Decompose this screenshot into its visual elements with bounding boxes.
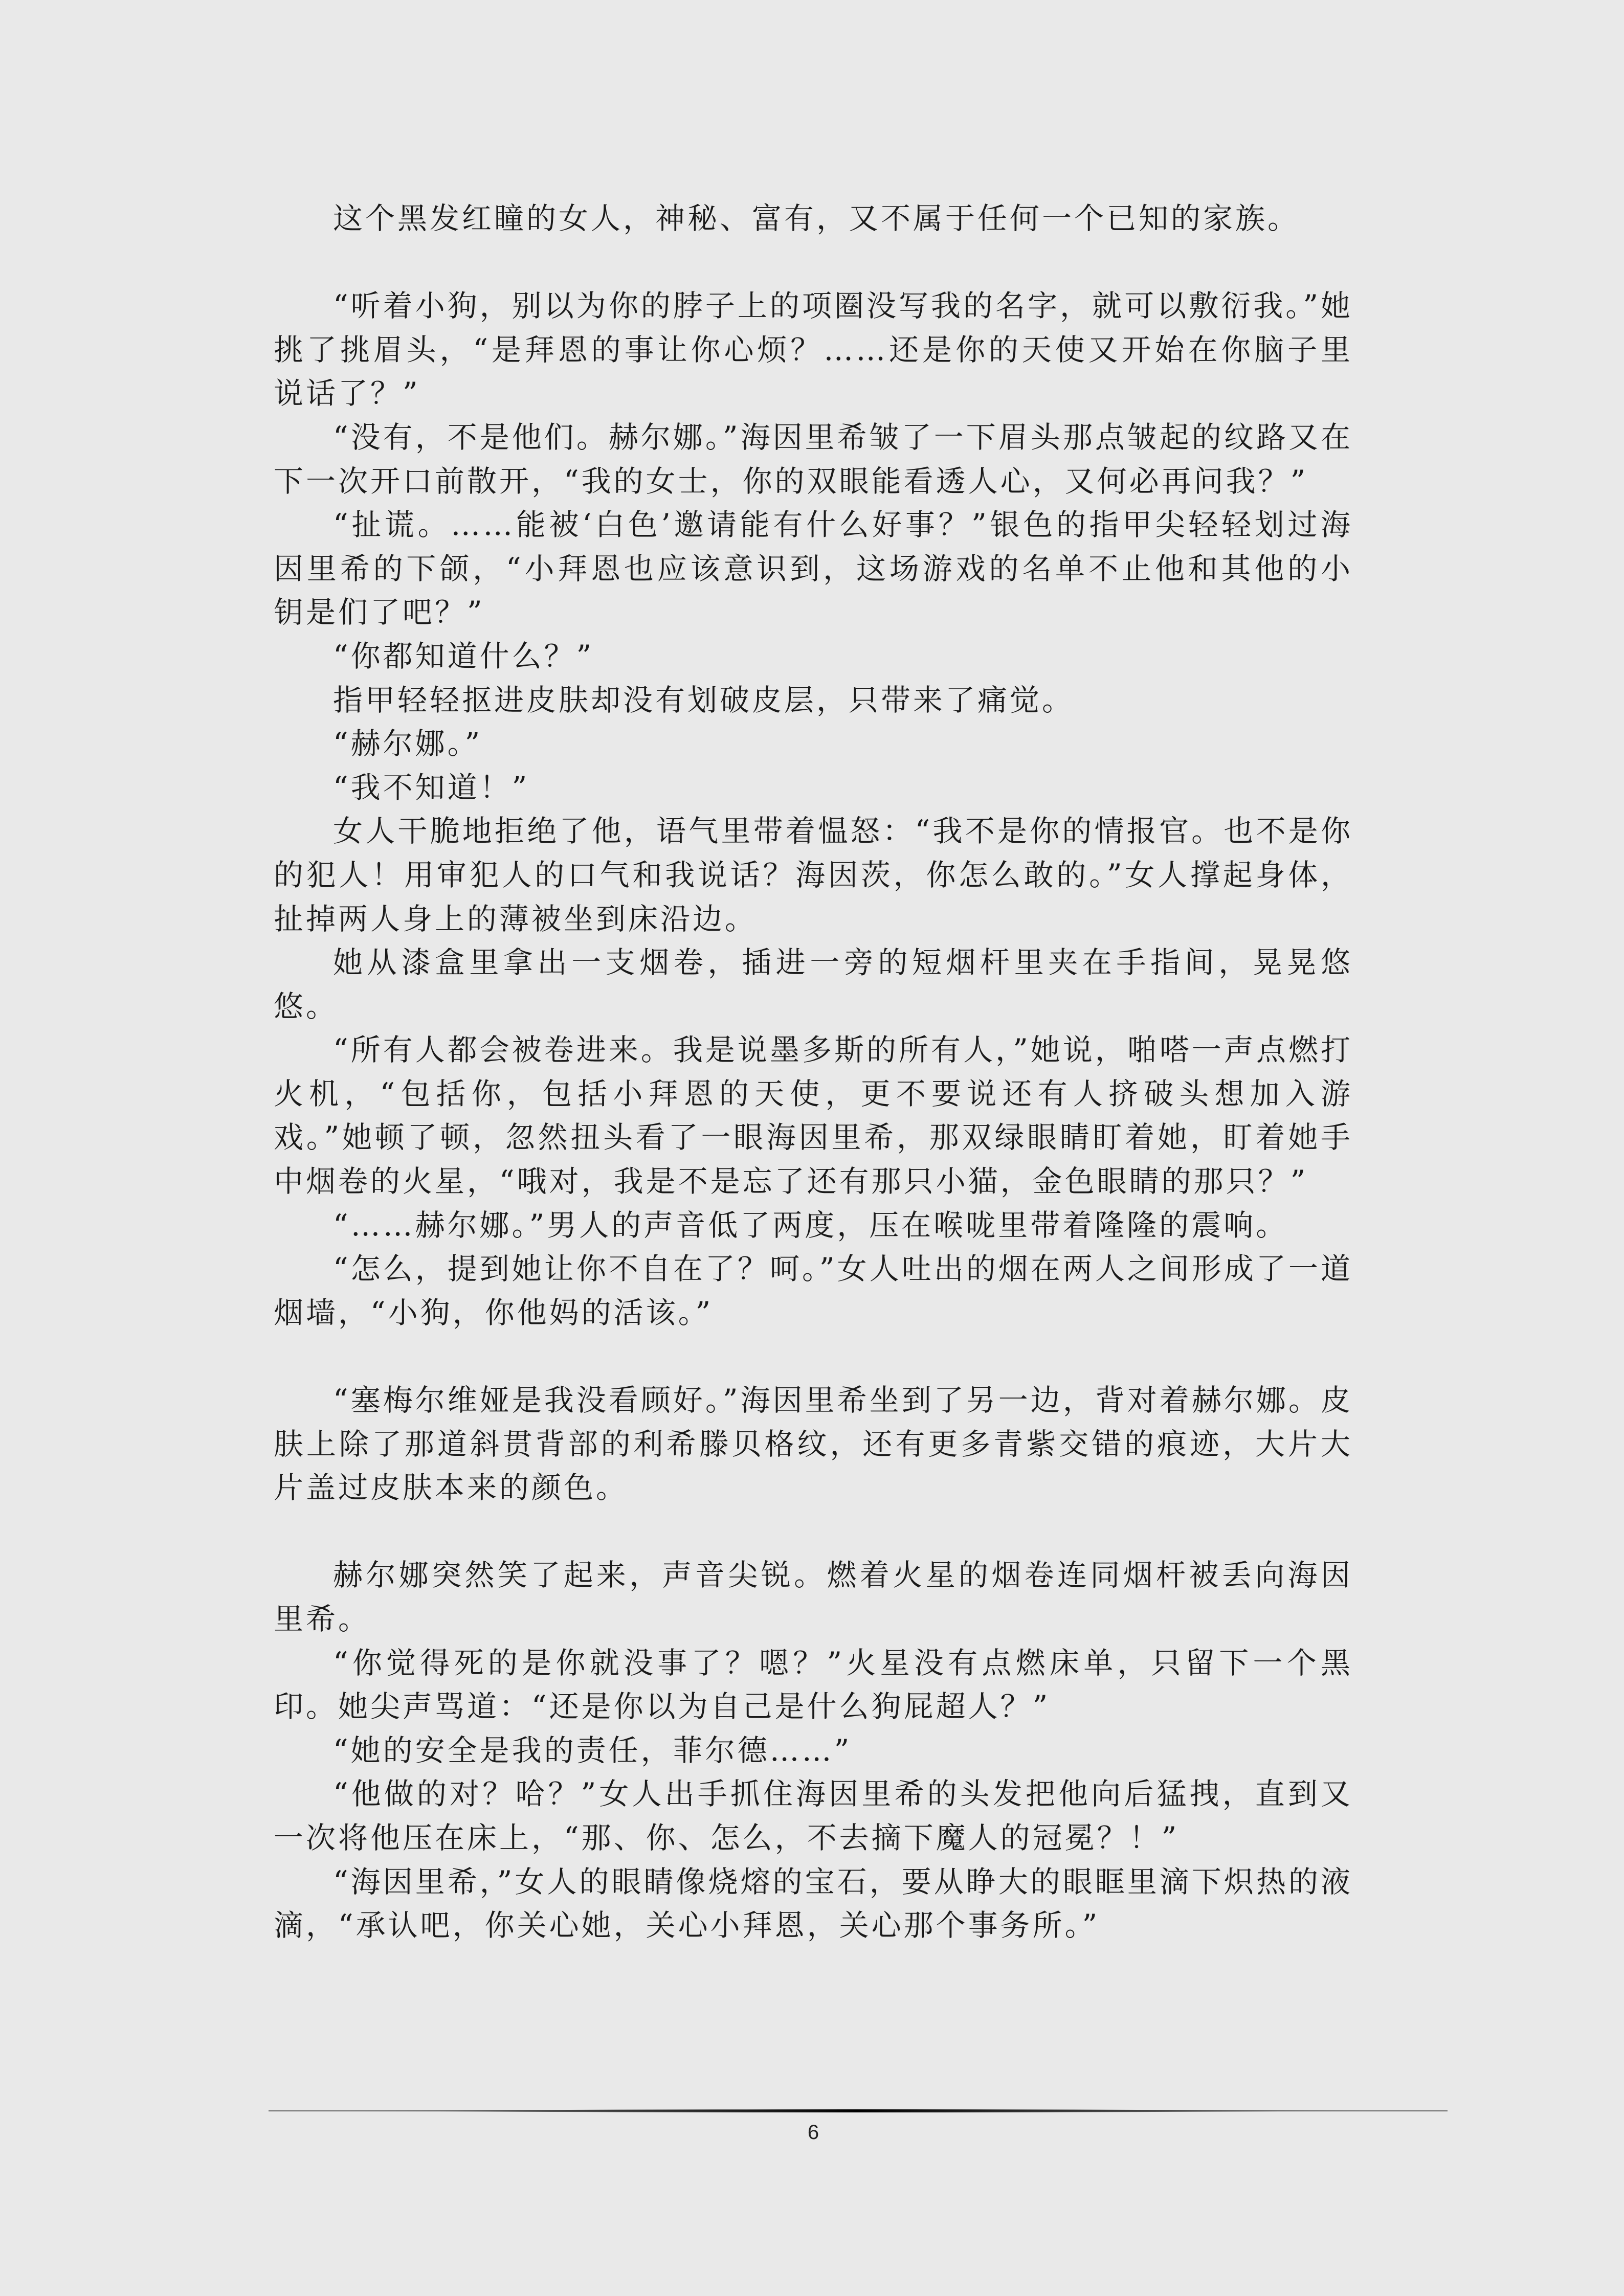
paragraph: 她从漆盒里拿出一支烟卷，插进一旁的短烟杆里夹在手指间，晃晃悠悠。 bbox=[274, 945, 1353, 1024]
paragraph: “塞梅尔维娅是我没看顾好。”海因里希坐到了另一边，背对着赫尔娜。皮肤上除了那道斜贯背部的利希滕贝格纹，还有更多青紫交错的痕迹，大片大片盖过皮肤本来的颜色。 bbox=[274, 1383, 1353, 1505]
blank-line bbox=[274, 241, 1353, 285]
paragraph: 指甲轻轻抠进皮肤却没有划破皮层，只带来了痛觉。 bbox=[333, 682, 1075, 717]
paragraph: “扯谎。……能被‘白色’邀请能有什么好事？”银色的指甲尖轻轻划过海因里希的下颌，“小拜恩也应该意识到，这场游戏的名单不止他和其他的小钥是们了吧？” bbox=[274, 507, 1353, 630]
footer-divider bbox=[269, 2109, 1448, 2114]
paragraph: “你都知道什么？” bbox=[333, 638, 594, 673]
paragraph: “……赫尔娜。”男人的声音低了两度，压在喉咙里带着隆隆的震响。 bbox=[333, 1207, 1288, 1243]
paragraph: “赫尔娜。” bbox=[333, 726, 483, 761]
paragraph: “怎么，提到她让你不自在了？呵。”女人吐出的烟在两人之间形成了一道烟墙，“小狗，你他妈的活该。” bbox=[274, 1251, 1353, 1330]
paragraph: “没有，不是他们。赫尔娜。”海因里希皱了一下眉头那点皱起的纹路又在下一次开口前散开，“我的女士，你的双眼能看透人心，又何必再问我？” bbox=[274, 419, 1353, 499]
paragraph: 赫尔娜突然笑了起来，声音尖锐。燃着火星的烟卷连同烟杆被丢向海因里希。 bbox=[274, 1558, 1353, 1636]
paragraph: “我不知道！” bbox=[333, 770, 530, 805]
paragraph: 这个黑发红瞳的女人，神秘、富有，又不属于任何一个已知的家族。 bbox=[333, 201, 1300, 236]
paragraph: 女人干脆地拒绝了他，语气里带着愠怒：“我不是你的情报官。也不是你的犯人！用审犯人的口气和我说话？海因茨，你怎么敢的。”女人撑起身体，扯掉两人身上的薄被坐到床沿边。 bbox=[274, 814, 1353, 936]
paragraph: “他做的对？哈？”女人出手抓住海因里希的头发把他向后猛拽，直到又一次将他压在床上，“那、你、怎么，不去摘下魔人的冠冕？！” bbox=[274, 1776, 1353, 1855]
page-number: 6 bbox=[807, 2121, 819, 2144]
document-body bbox=[274, 197, 1353, 1948]
paragraph: “她的安全是我的责任，菲尔德……” bbox=[333, 1732, 852, 1768]
blank-line bbox=[274, 1510, 1353, 1554]
paragraph: “海因里希，”女人的眼睛像烧熔的宝石，要从睁大的眼眶里滴下炽热的液滴，“承认吧，你关心她，关心小拜恩，关心那个事务所。” bbox=[274, 1864, 1353, 1943]
blank-line bbox=[274, 1335, 1353, 1379]
paragraph: “所有人都会被卷进来。我是说墨多斯的所有人，”她说，啪嗒一声点燃打火机，“包括你，包括小拜恩的天使，更不要说还有人挤破头想加入游戏。”她顿了顿，忽然扭头看了一眼海因里希，那双绿眼睛盯着她，盯着她手中烟卷的火星，“哦对，我是不是忘了还有那只小猫，金色眼睛的那只？” bbox=[274, 1032, 1353, 1199]
paragraph: “你觉得死的是你就没事了？嗯？”火星没有点燃床单，只留下一个黑印。她尖声骂道：“还是你以为自己是什么狗屁超人？” bbox=[274, 1645, 1353, 1724]
paragraph: “听着小狗，别以为你的脖子上的项圈没写我的名字，就可以敷衍我。”她挑了挑眉头，“是拜恩的事让你心烦？……还是你的天使又开始在你脑子里说话了？” bbox=[274, 288, 1353, 411]
